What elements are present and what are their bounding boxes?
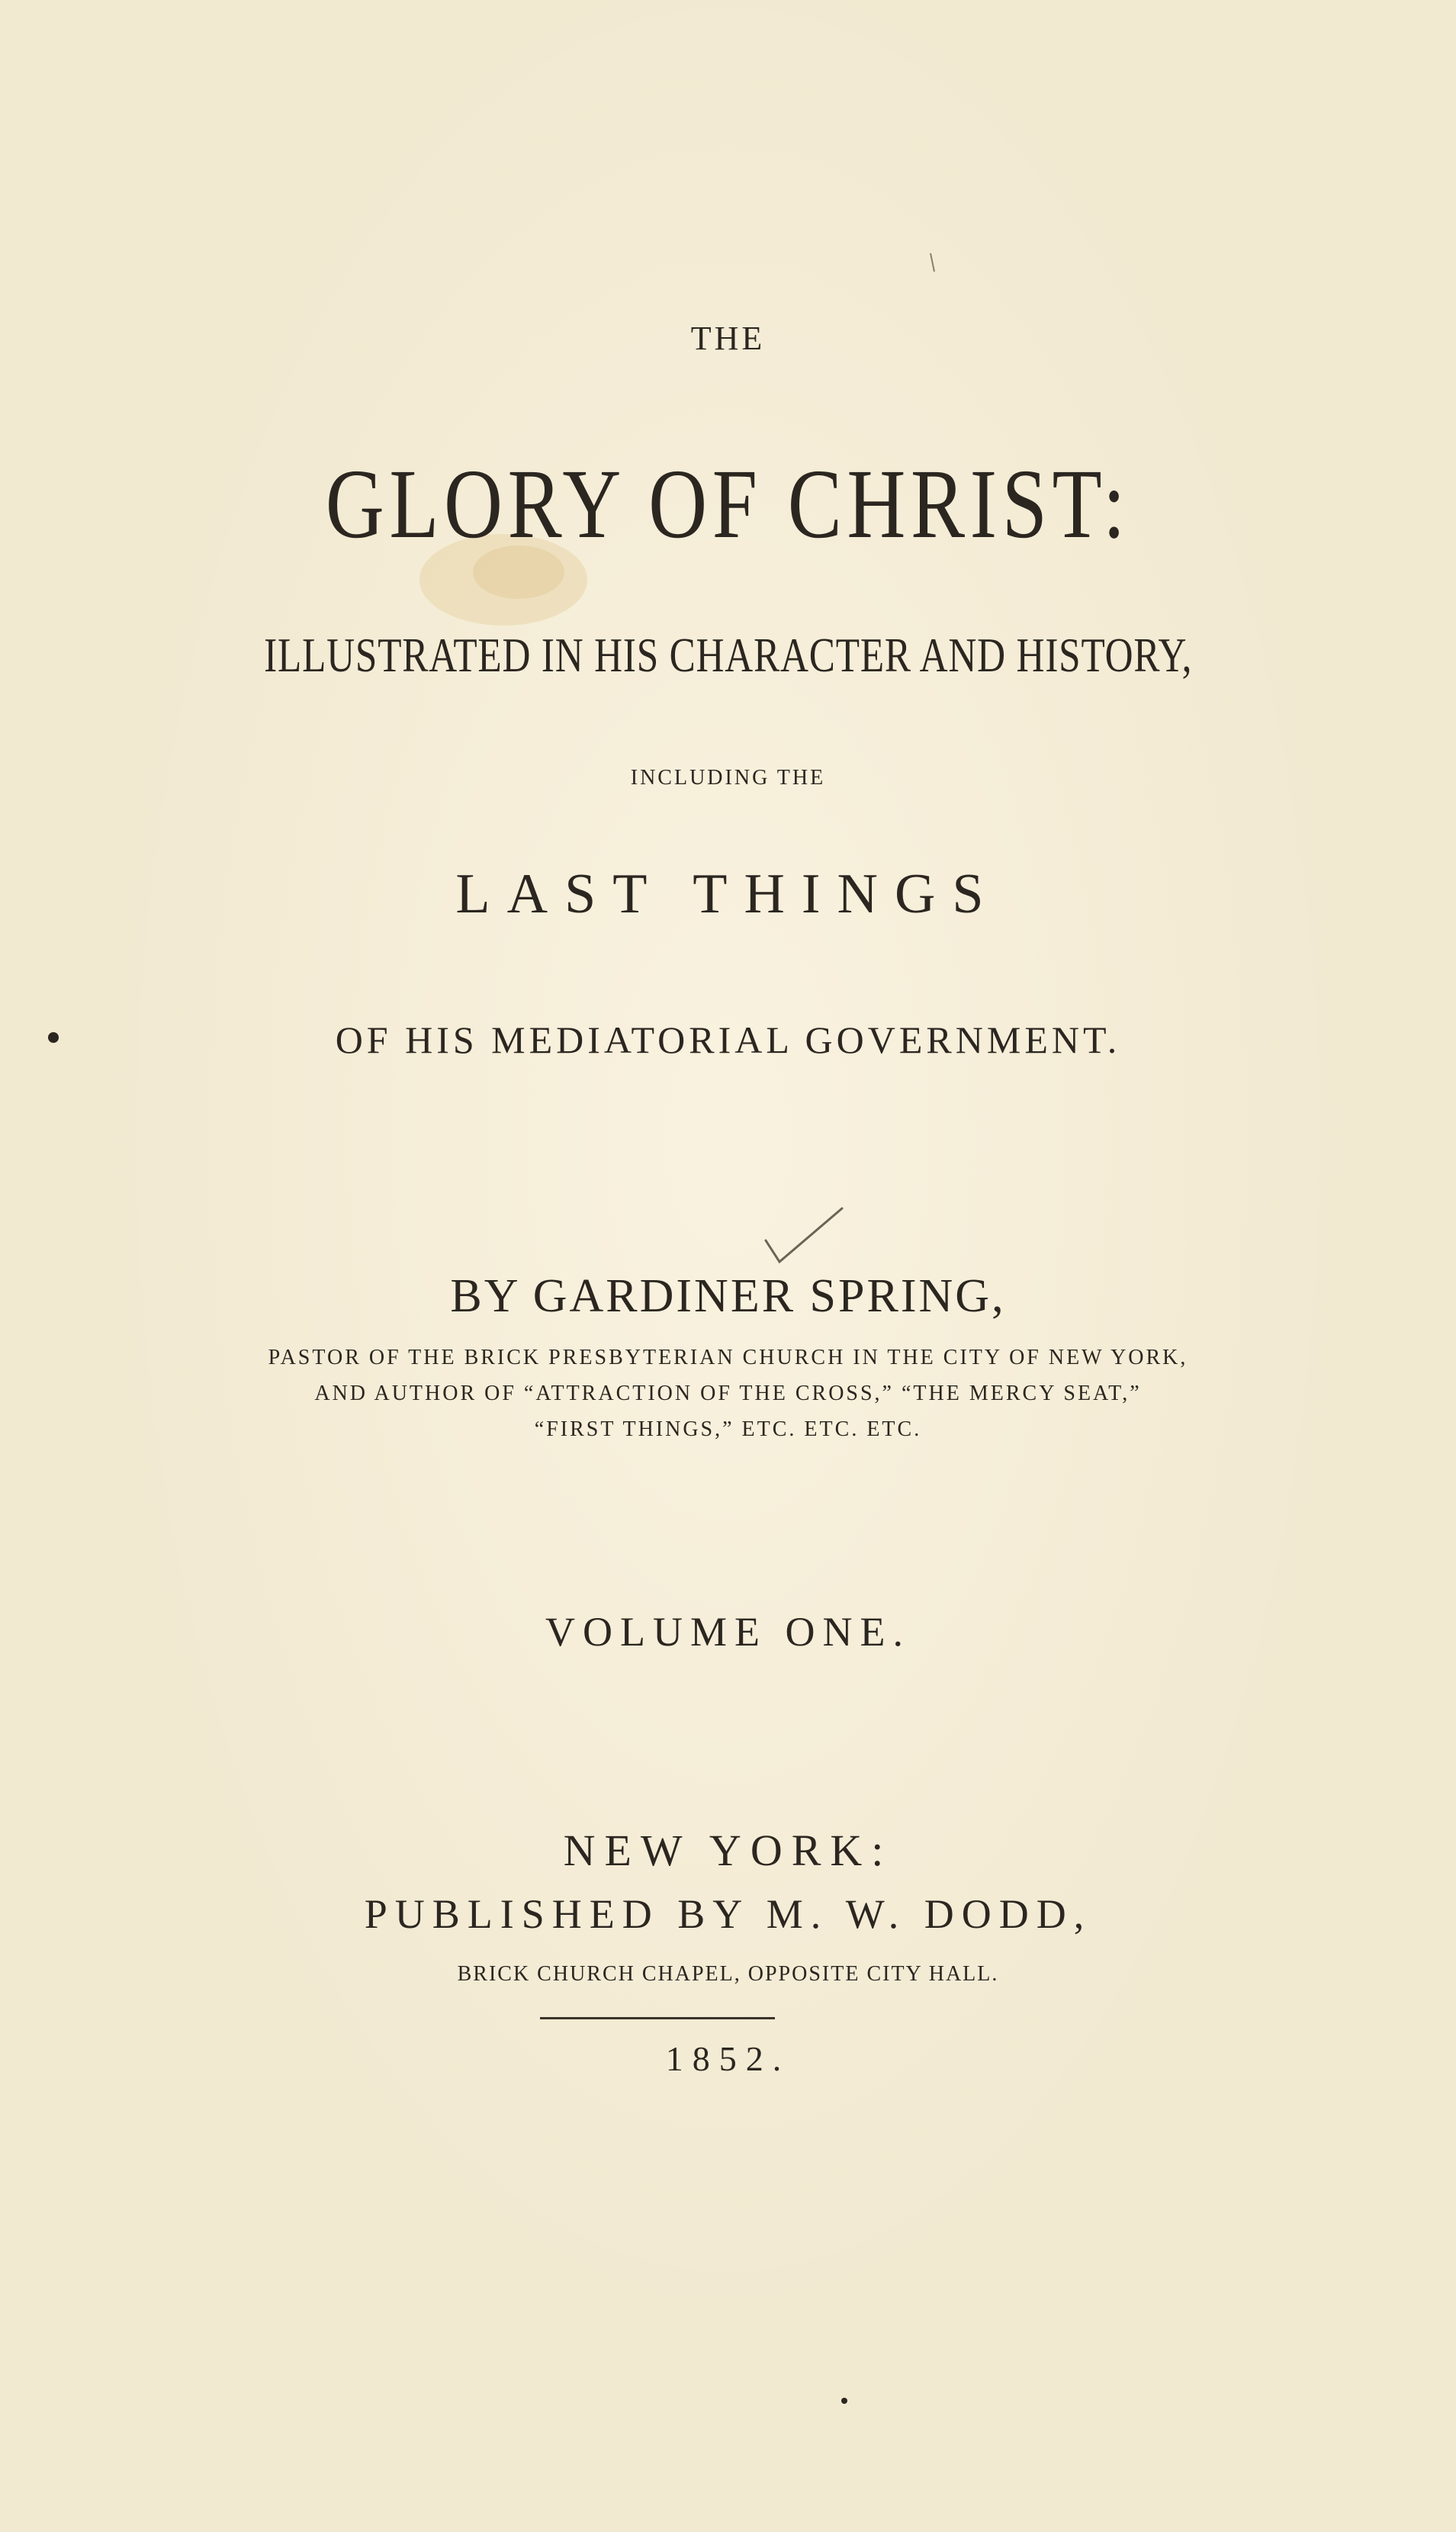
book-title-text: GLORY OF CHRIST: [325,449,1131,559]
imprint-publisher: PUBLISHED BY M. W. DODD, [364,1891,1092,1937]
title-article: THE [690,320,766,357]
last-things-heading: LAST THINGS [455,863,1001,925]
imprint-city: NEW YORK: [563,1826,893,1875]
mediatorial-line: OF HIS MEDIATORIAL GOVERNMENT. [335,1018,1121,1061]
volume-label: VOLUME ONE. [545,1609,911,1655]
author-credential-3: “FIRST THINGS,” ETC. ETC. ETC. [534,1417,922,1441]
book-subtitle [0,627,1456,684]
imprint-address: BRICK CHURCH CHAPEL, OPPOSITE CITY HALL. [457,1962,999,1986]
imprint-divider [540,2017,775,2019]
imprint-year: 1852. [665,2039,791,2078]
including-label: INCLUDING THE [630,766,826,790]
author-credential-2: AND AUTHOR OF “ATTRACTION OF THE CROSS,” “THE MERCY SEAT,” [314,1382,1142,1405]
book-title [0,447,1456,561]
book-subtitle-text: ILLUSTRATED IN HIS CHARACTER AND HISTORY, [263,628,1193,682]
author-line: BY GARDINER SPRING, [450,1270,1006,1322]
check-mark-icon [763,1205,847,1266]
paper-speck [927,252,938,275]
author-credential-1: PASTOR OF THE BRICK PRESBYTERIAN CHURCH IN THE CITY OF NEW YORK, [268,1346,1188,1369]
paper-speck [839,2395,850,2406]
